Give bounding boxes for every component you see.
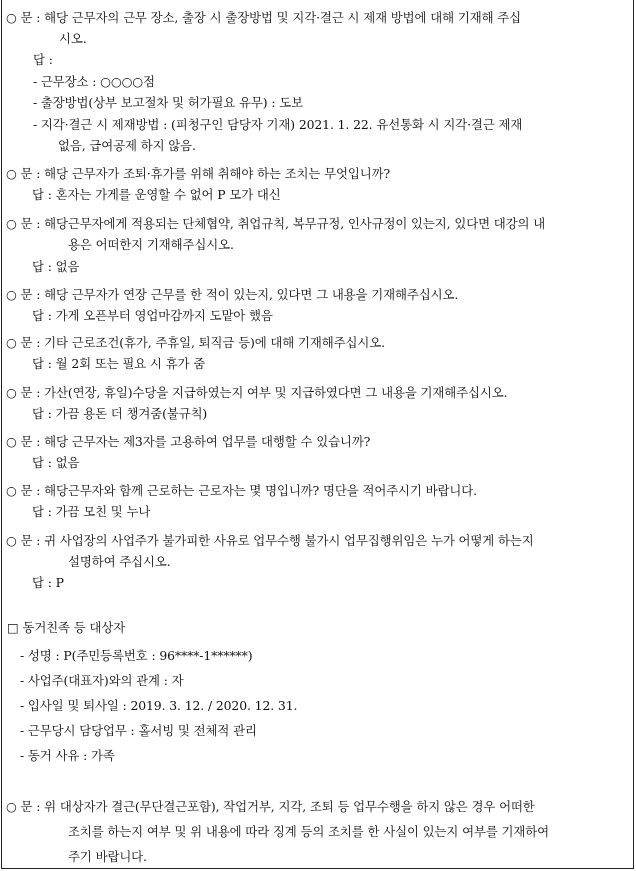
answer-9: 답 : P xyxy=(32,575,64,590)
answer-7: 답 : 없음 xyxy=(32,455,80,470)
answer-1-item-1: - 근무장소 : ○○○○점 xyxy=(33,74,155,89)
answer-8: 답 : 가끔 모친 및 누나 xyxy=(32,504,151,519)
answer-2: 답 : 혼자는 가게를 운영할 수 없어 P 모가 대신 xyxy=(32,187,281,202)
answer-1-label: 답 : xyxy=(33,52,53,67)
question-5: ○ 문 : 기타 근로조건(휴가, 주휴일, 퇴직금 등)에 대해 기재해주십시오. xyxy=(6,335,385,350)
answer-1-item-3: - 지각·결근 시 제재방법 : (피청구인 담당자 기재) 2021. 1. 22. 유선통화 시 지각·결근 제재 xyxy=(33,117,523,132)
section-title: □ 동거친족 등 대상자 xyxy=(7,620,126,635)
section-item-dates: - 입사일 및 퇴사일 : 2019. 3. 12. / 2020. 12. 31. xyxy=(20,698,298,713)
section-item-relation: - 사업주(대표자)와의 관계 : 자 xyxy=(20,673,184,688)
question-4: ○ 문 : 해당 근무자가 연장 근무를 한 적이 있는지, 있다면 그 내용을 기재해주십시오. xyxy=(6,287,459,302)
section-item-duty: - 근무당시 담당업무 : 홀서빙 및 전체적 관리 xyxy=(20,723,257,738)
section-item-reason: - 동거 사유 : 가족 xyxy=(20,748,115,763)
question-9-cont: 설명하여 주십시오. xyxy=(68,554,171,569)
question-10: ○ 문 : 위 대상자가 결근(무단결근포함), 작업거부, 지각, 조퇴 등 업무수행을 하지 않은 경우 어떠한 xyxy=(6,799,535,814)
answer-1-item-2: - 출장방법(상부 보고절차 및 허가필요 유무) : 도보 xyxy=(33,95,304,110)
question-3: ○ 문 : 해당근무자에게 적용되는 단체협약, 취업규칙, 복무규정, 인사규정이 있는지, 있다면 대강의 내 xyxy=(6,216,546,231)
question-8: ○ 문 : 해당근무자와 함께 근로하는 근로자는 몇 명입니까? 명단을 적어주시기 바랍니다. xyxy=(6,483,477,498)
answer-3: 답 : 없음 xyxy=(32,259,80,274)
question-10-cont-2: 주기 바랍니다. xyxy=(68,849,147,864)
question-9: ○ 문 : 귀 사업장의 사업주가 불가피한 사유로 업무수행 불가시 업무집행위임은 누가 어떻게 하는지 xyxy=(6,533,534,548)
answer-4: 답 : 가게 오픈부터 영업마감까지 도맡아 했음 xyxy=(32,308,273,323)
answer-1-item-3-cont: 없음, 급여공제 하지 않음. xyxy=(58,138,196,153)
question-3-cont: 용은 어떠한지 기재해주십시오. xyxy=(68,237,234,252)
answer-5: 답 : 월 2회 또는 필요 시 휴가 줌 xyxy=(32,356,206,371)
answer-6: 답 : 가끔 용돈 더 챙겨줌(불규칙) xyxy=(32,406,208,421)
question-6: ○ 문 : 가산(연장, 휴일)수당을 지급하였는지 여부 및 지급하였다면 그 내용을 기재해주십시오. xyxy=(6,385,508,400)
question-7: ○ 문 : 해당 근무자는 제3자를 고용하여 업무를 대행할 수 있습니까? xyxy=(6,434,371,449)
question-1: ○ 문 : 해당 근무자의 근무 장소, 출장 시 출장방법 및 지각·결근 시 제재 방법에 대해 기재해 주십 xyxy=(6,10,522,25)
section-item-name: - 성명 : P(주민등록번호 : 96****-1******) xyxy=(20,648,253,663)
question-1-cont: 시오. xyxy=(59,31,87,46)
question-10-cont-1: 조치를 하는지 여부 및 위 내용에 따라 징계 등의 조치를 한 사실이 있는지 여부를 기재하여 xyxy=(68,824,550,839)
question-2: ○ 문 : 해당 근무자가 조퇴·휴가를 위해 취해야 하는 조치는 무엇입니까? xyxy=(6,166,391,181)
